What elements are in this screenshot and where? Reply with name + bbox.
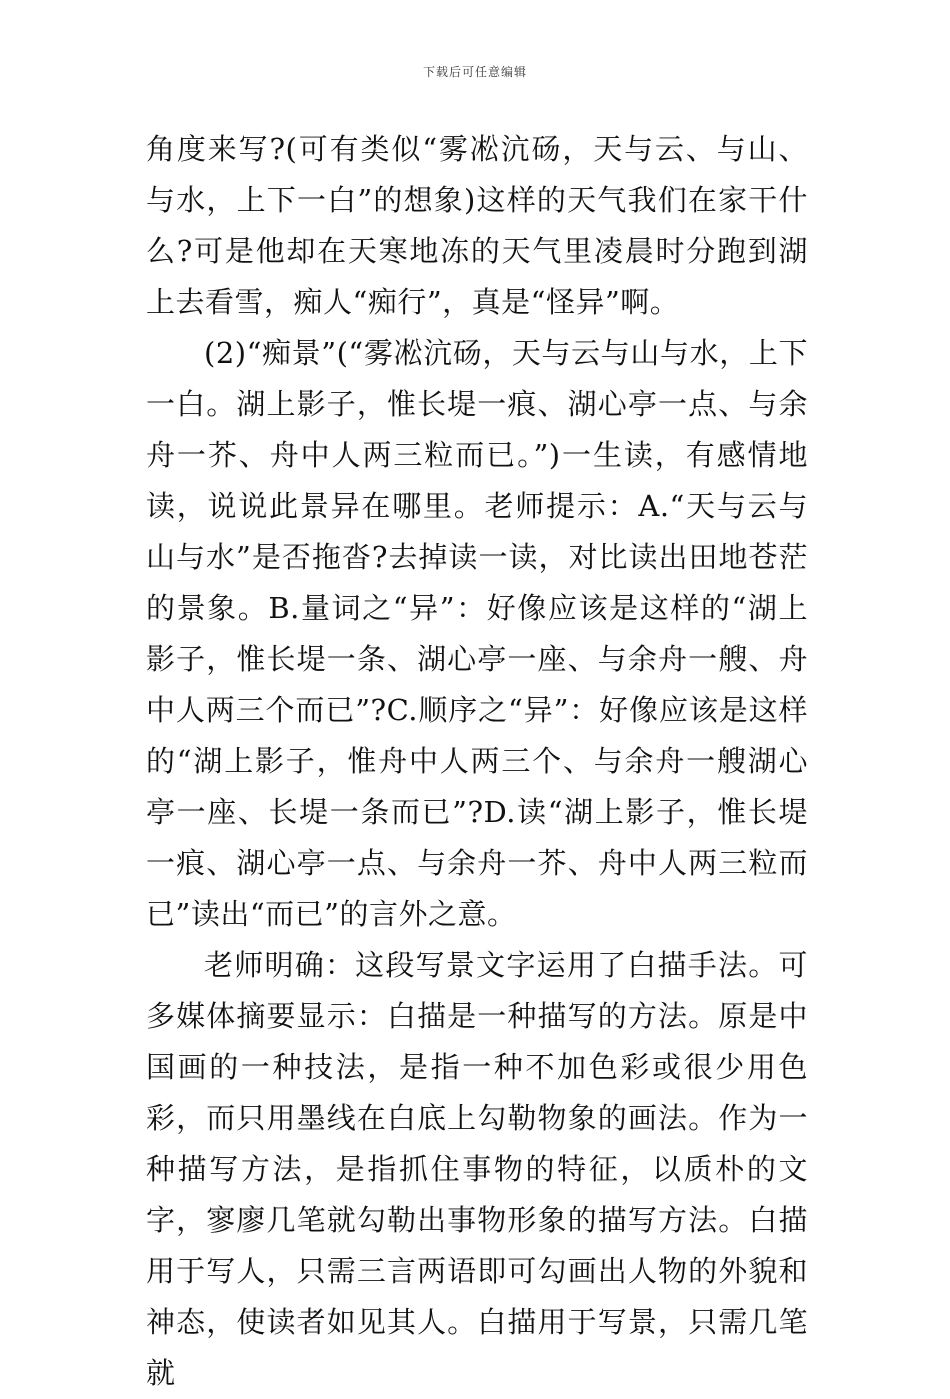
document-body [146,124,808,1399]
paragraph-scene-analysis: (2)“痴景”(“雾凇沆砀，天与云与山与水，上下一白。湖上影子，惟长堤一痕、湖心亭一点、与余舟一芥、舟中人两三粒而已。”)一生读，有感情地读，说说此景异在哪里。老师提示：A.“天与云与山与水”是否拖沓?去掉读一读，对比读出田地苍茫的景象。B.量词之“异”：好像应该是这样的“湖上影子，惟长堤一条、湖心亭一座、与余舟一艘、舟中人两三个而已”?C.顺序之“异”：好像应该是这样的“湖上影子，惟舟中人两三个、与余舟一艘湖心亭一座、长堤一条而已”?D.读“湖上影子，惟长堤一痕、湖心亭一点、与余舟一芥、舟中人两三粒而已”读出“而已”的言外之意。 [146,336,808,931]
paragraph-teacher-summary: 老师明确：这段写景文字运用了白描手法。可多媒体摘要显示：白描是一种描写的方法。原是中国画的一种技法，是指一种不加色彩或很少用色彩，而只用墨线在白底上勾勒物象的画法。作为一种描写方法，是指抓住事物的特征，以质朴的文字，寥廖几笔就勾勒出事物形象的描写方法。白描用于写人，只需三言两语即可勾画出人物的外貌和神态，使读者如见其人。白描用于写景，只需几笔就 [146,948,808,1390]
paragraph-continuation: 角度来写?(可有类似“雾凇沆砀，天与云、与山、与水，上下一白”的想象)这样的天气我们在家干什么?可是他却在天寒地冻的天气里凌晨时分跑到湖上去看雪，痴人“痴行”，真是“怪异”啊。 [146,132,808,319]
page-header: 下载后可任意编辑 [422,65,527,79]
